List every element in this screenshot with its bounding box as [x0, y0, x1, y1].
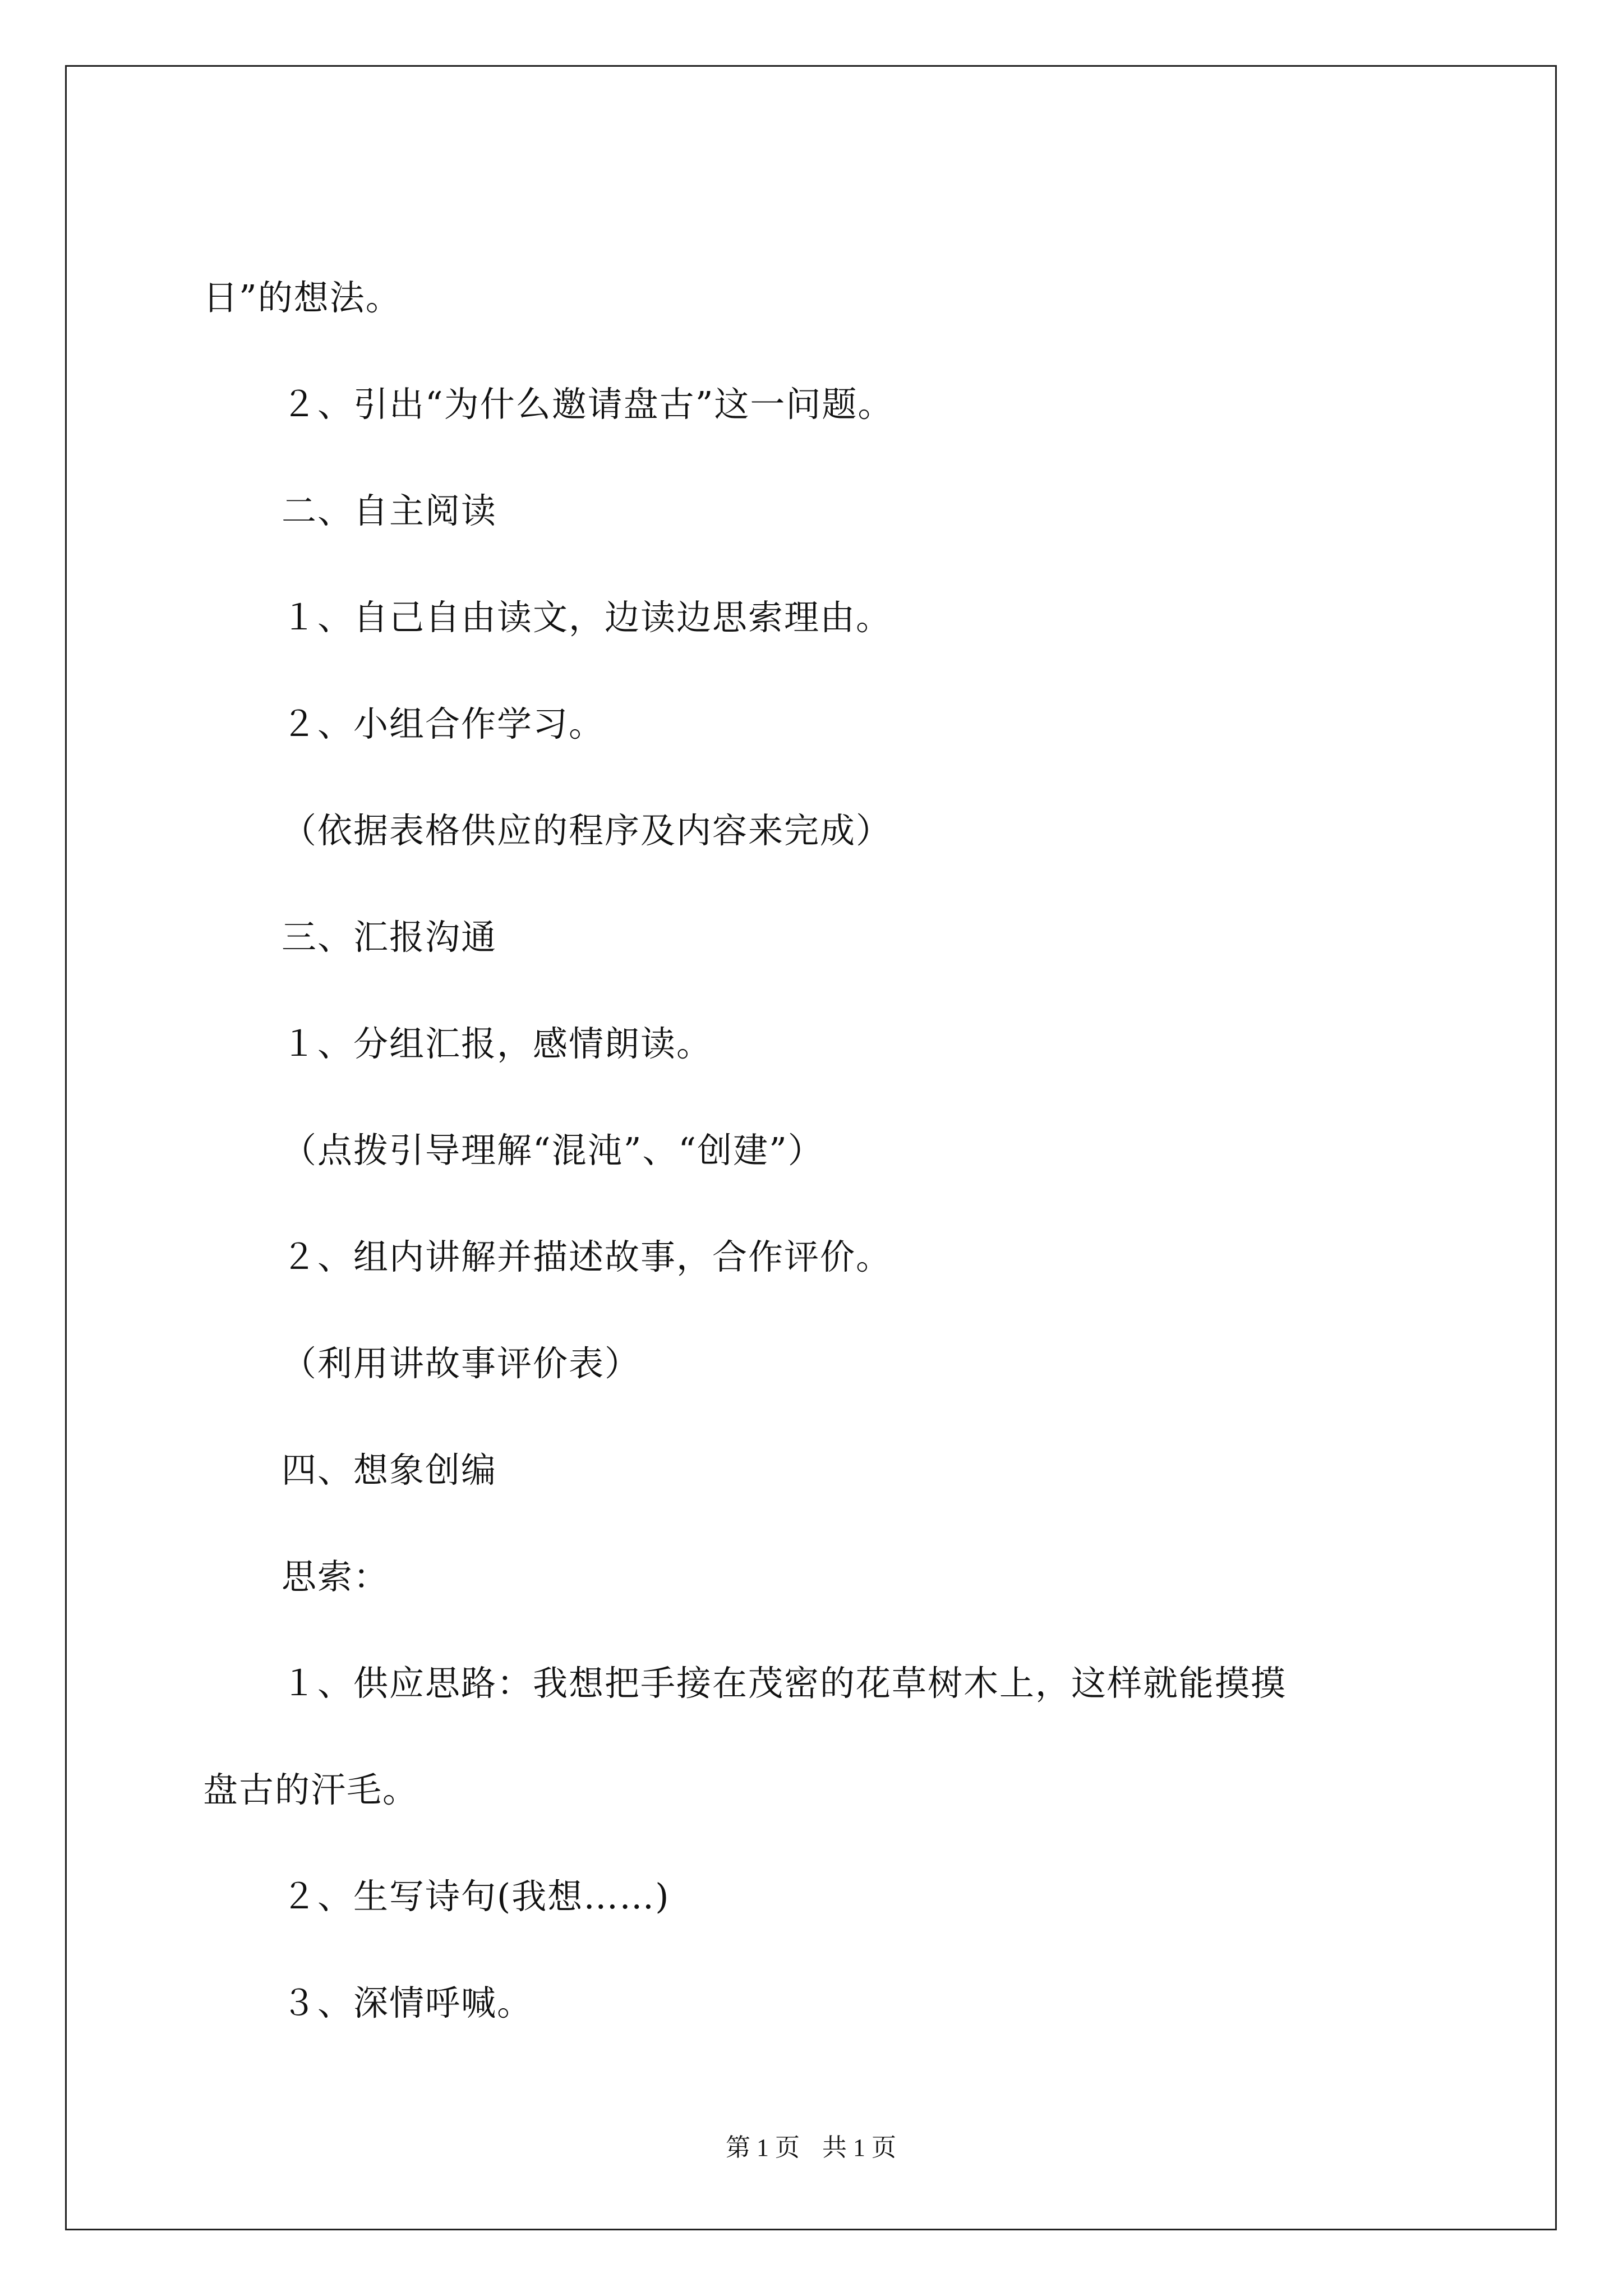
text-line: １、自己自由读文，边读边思索理由。 [282, 597, 892, 638]
page-footer [67, 2131, 1555, 2165]
text-line: ２、组内讲解并描述故事，合作评价。 [282, 1236, 892, 1277]
section-heading: 二、自主阅读 [282, 490, 497, 531]
text-line: ３、深情呼喊。 [282, 1982, 533, 2023]
text-line: 日”的想法。 [203, 277, 402, 318]
text-line: ２、小组合作学习。 [282, 703, 605, 744]
text-line: （点拨引导理解“混沌”、“创建”） [282, 1130, 824, 1171]
page-total: 共 1 页 [822, 2134, 896, 2161]
text-line: 思索： [282, 1556, 390, 1597]
page-frame [65, 65, 1557, 2230]
section-heading: 四、想象创编 [282, 1450, 497, 1490]
text-line: 盘古的汗毛。 [203, 1769, 419, 1810]
text-line: （依据表格供应的程序及内容来完成） [282, 810, 892, 851]
text-line: １、分组汇报，感情朗读。 [282, 1023, 713, 1064]
text-line: （利用讲故事评价表） [282, 1343, 641, 1384]
text-line: １、供应思路：我想把手接在茂密的花草树木上，这样就能摸摸 [282, 1663, 1287, 1704]
document-body [67, 67, 1555, 2229]
page-number: 第 1 页 [726, 2134, 800, 2161]
text-line: ２、生写诗句(我想……) [282, 1876, 670, 1917]
section-heading: 三、汇报沟通 [282, 917, 497, 958]
text-line: ２、引出“为什么邀请盘古”这一问题。 [282, 384, 894, 425]
